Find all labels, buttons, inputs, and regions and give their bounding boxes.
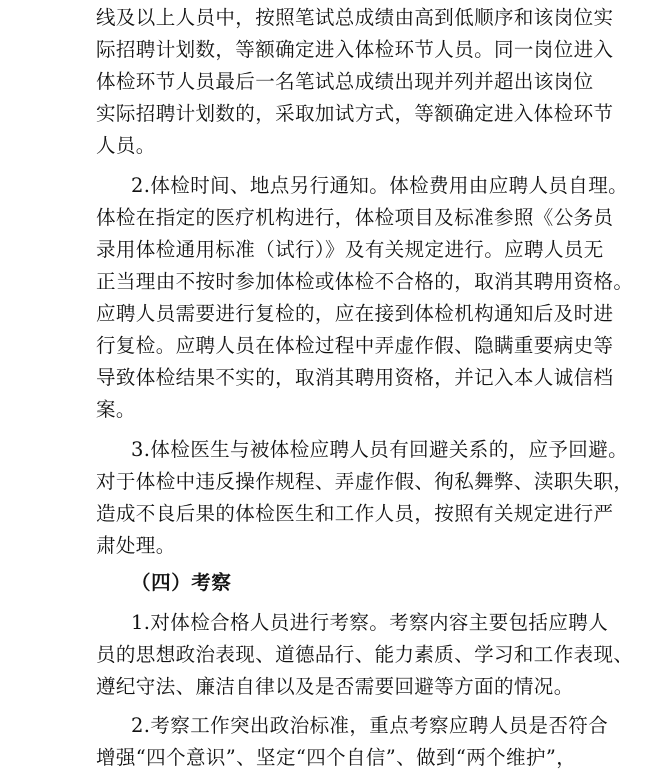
text-line: 正当理由不按时参加体检或体检不合格的，取消其聘用资格。 (96, 270, 634, 293)
text-line: 体检在指定的医疗机构进行，体检项目及标准参照《公务员 (96, 206, 614, 229)
text-line: 增强“四个意识”、坚定“四个自信”、做到“两个维护”， (96, 746, 577, 769)
text-line: 造成不良后果的体检医生和工作人员，按照有关规定进行严 (96, 502, 614, 525)
text-line: 2.考察工作突出政治标准，重点考察应聘人员是否符合 (131, 714, 609, 737)
text-line: 案。 (96, 398, 136, 421)
text-line: 肃处理。 (96, 534, 176, 557)
text-line: 录用体检通用标准（试行）》及有关规定进行。应聘人员无 (96, 238, 604, 261)
text-line: 际招聘计划数，等额确定进入体检环节人员。同一岗位进入 (96, 38, 614, 61)
text-line: 1.对体检合格人员进行考察。考察内容主要包括应聘人 (131, 611, 609, 634)
text-line: 线及以上人员中，按照笔试总成绩由高到低顺序和该岗位实 (96, 6, 614, 29)
text-line: 行复检。应聘人员在体检过程中弄虚作假、隐瞒重要病史等 (96, 334, 614, 357)
text-line: 导致体检结果不实的，取消其聘用资格，并记入本人诚信档 (96, 366, 614, 389)
text-line: 体检环节人员最后一名笔试总成绩出现并列并超出该岗位 (96, 70, 594, 93)
text-line: 应聘人员需要进行复检的，应在接到体检机构通知后及时进 (96, 302, 614, 325)
text-line: 实际招聘计划数的，采取加试方式，等额确定进入体检环节 (96, 102, 614, 125)
text-line: 2.体检时间、地点另行通知。体检费用由应聘人员自理。 (131, 174, 629, 197)
text-line: 遵纪守法、廉洁自律以及是否需要回避等方面的情况。 (96, 675, 574, 698)
section-heading: （四）考察 (131, 571, 232, 594)
text-line: 3.体检医生与被体检应聘人员有回避关系的，应予回避。 (131, 438, 629, 461)
text-line: 人员。 (96, 134, 156, 157)
text-line: 对于体检中违反操作规程、弄虚作假、徇私舞弊、渎职失职， (96, 470, 634, 493)
text-line: 员的思想政治表现、道德品行、能力素质、学习和工作表现、 (96, 643, 634, 666)
